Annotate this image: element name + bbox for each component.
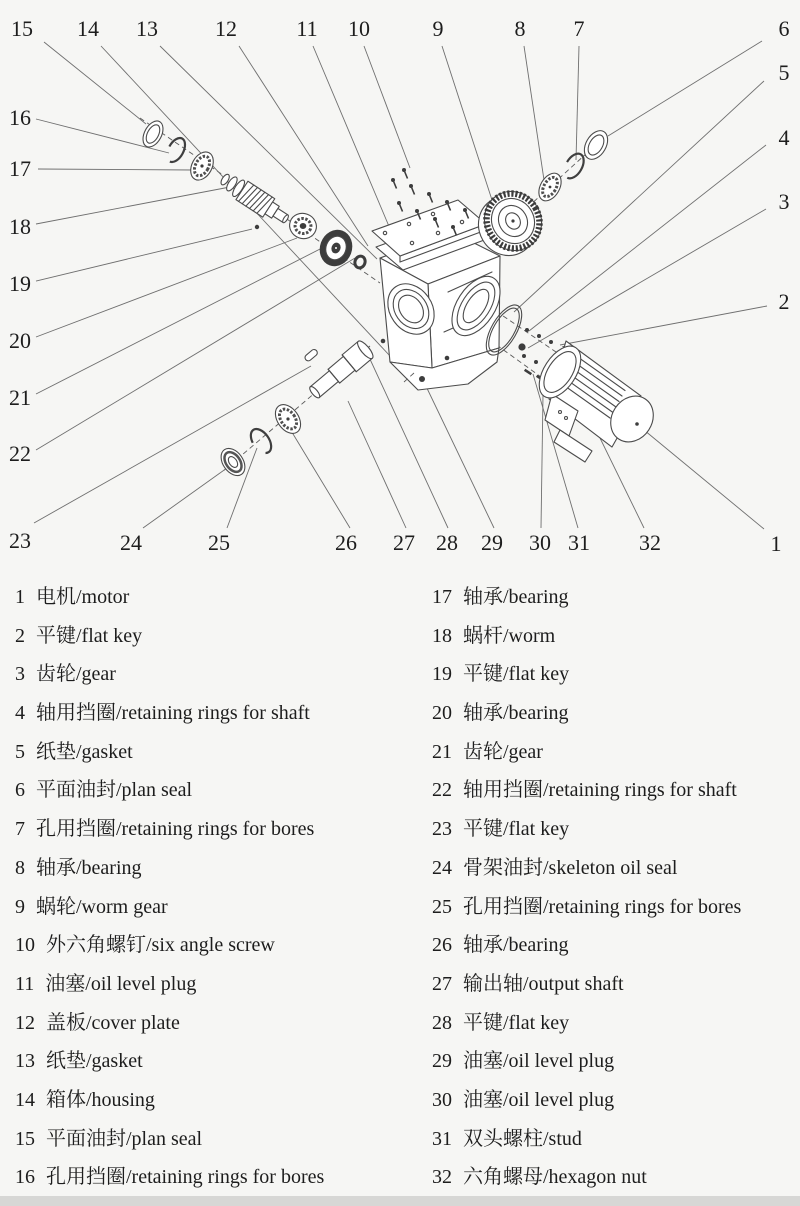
part-label: 箱体/housing bbox=[46, 1088, 155, 1111]
parts-list-item-11 bbox=[15, 965, 420, 1004]
gear-3 bbox=[518, 343, 525, 350]
parts-list-item-14 bbox=[15, 1081, 420, 1120]
stud-31 bbox=[524, 369, 532, 376]
callout-number-9: 9 bbox=[432, 16, 444, 41]
callout-number-18: 18 bbox=[9, 214, 31, 239]
part-number: 28 bbox=[432, 1011, 452, 1034]
callout-number-3: 3 bbox=[778, 189, 790, 214]
parts-list-left-column bbox=[15, 578, 420, 1197]
callout-leader-line-26 bbox=[290, 429, 350, 528]
callout-number-16: 16 bbox=[9, 105, 31, 130]
part-label: 纸垫/gasket bbox=[36, 740, 133, 763]
part-number: 19 bbox=[432, 663, 452, 686]
exploded-view-diagram bbox=[0, 0, 800, 570]
parts-list-item-6 bbox=[15, 771, 420, 810]
part-label: 六角螺母/hexagon nut bbox=[463, 1166, 647, 1189]
part-number: 2 bbox=[15, 624, 25, 647]
callout-leader-line-8 bbox=[524, 46, 544, 180]
callout-number-23: 23 bbox=[9, 528, 31, 553]
parts-list-item-27 bbox=[432, 965, 797, 1004]
callout-number-32: 32 bbox=[639, 530, 661, 555]
part-label: 油塞/oil level plug bbox=[463, 1088, 615, 1111]
parts-list-item-3 bbox=[15, 655, 420, 694]
worm-shaft-18 bbox=[217, 169, 293, 229]
part-label: 平面油封/plan seal bbox=[46, 1127, 203, 1150]
callout-number-24: 24 bbox=[120, 530, 142, 555]
part-label: 齿轮/gear bbox=[463, 740, 543, 763]
part-number: 7 bbox=[15, 818, 25, 841]
retaining-ring-4 bbox=[525, 328, 529, 332]
callout-leader-line-11 bbox=[313, 46, 396, 243]
parts-list-item-19 bbox=[432, 655, 797, 694]
callout-leader-line-30 bbox=[541, 395, 543, 528]
output-shaft-27 bbox=[306, 339, 376, 403]
part-label: 纸垫/gasket bbox=[46, 1050, 143, 1073]
part-label: 双头螺柱/stud bbox=[463, 1127, 582, 1150]
retaining-ring-22 bbox=[353, 255, 367, 270]
part-label: 平键/flat key bbox=[463, 663, 570, 686]
part-number: 8 bbox=[15, 856, 25, 879]
parts-list-item-4 bbox=[15, 694, 420, 733]
part-number: 15 bbox=[15, 1127, 35, 1150]
part-label: 轴承/bearing bbox=[36, 856, 142, 879]
part-number: 30 bbox=[432, 1088, 452, 1111]
callout-leader-line-19 bbox=[36, 229, 252, 281]
callout-number-5: 5 bbox=[778, 60, 790, 85]
part-number: 26 bbox=[432, 934, 452, 957]
part-label: 孔用挡圈/retaining rings for bores bbox=[36, 818, 315, 841]
callout-leader-line-23 bbox=[34, 366, 311, 523]
callout-number-21: 21 bbox=[9, 385, 31, 410]
callout-number-12: 12 bbox=[215, 16, 237, 41]
parts-list-item-30 bbox=[432, 1081, 797, 1120]
part-label: 蜗轮/worm gear bbox=[36, 895, 168, 918]
part-number: 24 bbox=[432, 856, 452, 879]
part-number: 10 bbox=[15, 934, 35, 957]
part-label: 轴用挡圈/retaining rings for shaft bbox=[463, 779, 737, 802]
callout-number-2: 2 bbox=[778, 289, 790, 314]
part-number: 1 bbox=[15, 586, 25, 608]
part-number: 22 bbox=[432, 779, 452, 802]
parts-list-item-22 bbox=[432, 771, 797, 810]
part-number: 20 bbox=[432, 702, 452, 725]
part-number: 4 bbox=[15, 702, 25, 725]
parts-list-item-16 bbox=[15, 1158, 420, 1197]
parts-list-item-23 bbox=[432, 810, 797, 849]
skeleton-oil-seal-24 bbox=[216, 444, 250, 480]
part-number: 29 bbox=[432, 1050, 452, 1073]
parts-list-item-32 bbox=[432, 1158, 797, 1197]
part-number: 18 bbox=[432, 624, 452, 647]
parts-list-item-24 bbox=[432, 849, 797, 888]
callout-leader-line-4 bbox=[529, 145, 766, 331]
parts-list-item-15 bbox=[15, 1120, 420, 1159]
callout-leader-line-2 bbox=[560, 306, 767, 345]
callout-leader-line-18 bbox=[36, 187, 230, 224]
parts-list-item-25 bbox=[432, 888, 797, 927]
callout-number-31: 31 bbox=[568, 530, 590, 555]
parts-list-item-29 bbox=[432, 1042, 797, 1081]
flat-key-23 bbox=[304, 348, 319, 362]
retaining-ring-16 bbox=[163, 135, 188, 165]
callout-leader-line-7 bbox=[576, 46, 579, 160]
callout-number-4: 4 bbox=[778, 125, 790, 150]
parts-list-item-9 bbox=[15, 888, 420, 927]
parts-list-item-12 bbox=[15, 1004, 420, 1043]
parts-list-item-5 bbox=[15, 733, 420, 772]
part-label: 平键/flat key bbox=[36, 624, 143, 647]
parts-list-item-31 bbox=[432, 1120, 797, 1159]
callout-number-11: 11 bbox=[296, 16, 318, 41]
motor-foot bbox=[554, 430, 592, 462]
part-number: 5 bbox=[15, 740, 25, 763]
housing-bolt-icon bbox=[445, 356, 450, 361]
callout-leader-line-3 bbox=[528, 209, 766, 348]
scan-edge-strip bbox=[0, 1196, 800, 1206]
motor-1 bbox=[531, 339, 662, 462]
part-label: 平键/flat key bbox=[463, 818, 570, 841]
part-number: 6 bbox=[15, 779, 25, 802]
callout-leader-line-15 bbox=[44, 42, 146, 124]
part-number: 17 bbox=[432, 586, 452, 608]
parts-list-right-column bbox=[432, 578, 797, 1197]
callout-number-7: 7 bbox=[573, 16, 585, 41]
part-label: 蜗杆/worm bbox=[463, 624, 556, 647]
part-label: 输出轴/output shaft bbox=[463, 972, 624, 995]
callout-number-19: 19 bbox=[9, 271, 31, 296]
part-label: 油塞/oil level plug bbox=[45, 972, 197, 995]
callout-leader-line-10 bbox=[364, 46, 410, 168]
part-label: 平面油封/plan seal bbox=[36, 779, 193, 802]
parts-list-item-2 bbox=[15, 617, 420, 656]
part-number: 25 bbox=[432, 895, 452, 918]
plan-seal-6 bbox=[580, 127, 613, 164]
parts-list-item-13 bbox=[15, 1042, 420, 1081]
callout-number-8: 8 bbox=[514, 16, 526, 41]
callout-number-20: 20 bbox=[9, 328, 31, 353]
callout-leader-line-20 bbox=[36, 238, 297, 337]
part-number: 11 bbox=[15, 972, 35, 995]
parts-list-item-17 bbox=[432, 578, 797, 617]
part-label: 油塞/oil level plug bbox=[463, 1050, 615, 1073]
part-label: 平键/flat key bbox=[463, 1011, 570, 1034]
part-label: 孔用挡圈/retaining rings for bores bbox=[46, 1166, 325, 1189]
part-number: 32 bbox=[432, 1166, 452, 1189]
callout-number-27: 27 bbox=[393, 530, 415, 555]
parts-list-item-8 bbox=[15, 849, 420, 888]
part-number: 23 bbox=[432, 818, 452, 841]
part-number: 16 bbox=[15, 1166, 35, 1189]
part-number: 9 bbox=[15, 895, 25, 918]
flat-key-2 bbox=[537, 334, 541, 338]
part-label: 外六角螺钉/six angle screw bbox=[46, 934, 275, 957]
part-number: 12 bbox=[15, 1011, 35, 1034]
parts-list-item-20 bbox=[432, 694, 797, 733]
part-label: 骨架油封/skeleton oil seal bbox=[463, 856, 678, 879]
callout-number-28: 28 bbox=[436, 530, 458, 555]
parts-list-item-1 bbox=[15, 578, 420, 617]
part-label: 轴用挡圈/retaining rings for shaft bbox=[36, 702, 310, 725]
bearing-20 bbox=[286, 210, 320, 243]
housing-bolt-icon bbox=[381, 339, 386, 344]
flat-key-19 bbox=[255, 225, 259, 229]
part-label: 轴承/bearing bbox=[463, 934, 569, 957]
callout-number-25: 25 bbox=[208, 530, 230, 555]
callout-number-6: 6 bbox=[778, 16, 790, 41]
parts-list-item-18 bbox=[432, 617, 797, 656]
part-number: 3 bbox=[15, 663, 25, 686]
callout-leader-line-27 bbox=[348, 401, 406, 528]
part-label: 轴承/bearing bbox=[463, 702, 569, 725]
callout-number-15: 15 bbox=[11, 16, 33, 41]
part-number: 31 bbox=[432, 1127, 452, 1150]
part-label: 轴承/bearing bbox=[463, 586, 569, 608]
callout-leader-line-24 bbox=[143, 468, 227, 528]
callout-leader-line-13 bbox=[160, 46, 377, 259]
part-label: 电机/motor bbox=[36, 586, 130, 608]
callout-leader-line-17 bbox=[38, 169, 193, 170]
part-number: 27 bbox=[432, 972, 452, 995]
callout-number-10: 10 bbox=[348, 16, 370, 41]
callout-number-14: 14 bbox=[77, 16, 99, 41]
callout-leader-line-6 bbox=[608, 41, 762, 136]
callout-number-1: 1 bbox=[770, 531, 782, 556]
callout-number-17: 17 bbox=[9, 156, 31, 181]
part-label: 孔用挡圈/retaining rings for bores bbox=[463, 895, 742, 918]
part-number: 21 bbox=[432, 740, 452, 763]
parts-list-item-26 bbox=[432, 926, 797, 965]
bearing-8 bbox=[534, 169, 565, 204]
part-label: 齿轮/gear bbox=[36, 663, 116, 686]
bearing-26 bbox=[270, 400, 306, 438]
flat-key-2 bbox=[549, 340, 553, 344]
parts-list-item-7 bbox=[15, 810, 420, 849]
part-label: 盖板/cover plate bbox=[46, 1011, 180, 1034]
parts-list-item-10 bbox=[15, 926, 420, 965]
callout-number-29: 29 bbox=[481, 530, 503, 555]
callout-number-13: 13 bbox=[136, 16, 158, 41]
callout-leader-line-1 bbox=[644, 430, 764, 529]
parts-list-item-28 bbox=[432, 1004, 797, 1043]
callout-number-30: 30 bbox=[529, 530, 551, 555]
parts-list-item-21 bbox=[432, 733, 797, 772]
part-number: 14 bbox=[15, 1088, 35, 1111]
callout-number-22: 22 bbox=[9, 441, 31, 466]
callout-leader-line-9 bbox=[442, 46, 492, 200]
callout-leader-line-29 bbox=[424, 382, 494, 528]
callout-number-26: 26 bbox=[335, 530, 357, 555]
part-number: 13 bbox=[15, 1050, 35, 1073]
gear-21 bbox=[315, 225, 358, 271]
retaining-ring-7 bbox=[560, 150, 587, 181]
